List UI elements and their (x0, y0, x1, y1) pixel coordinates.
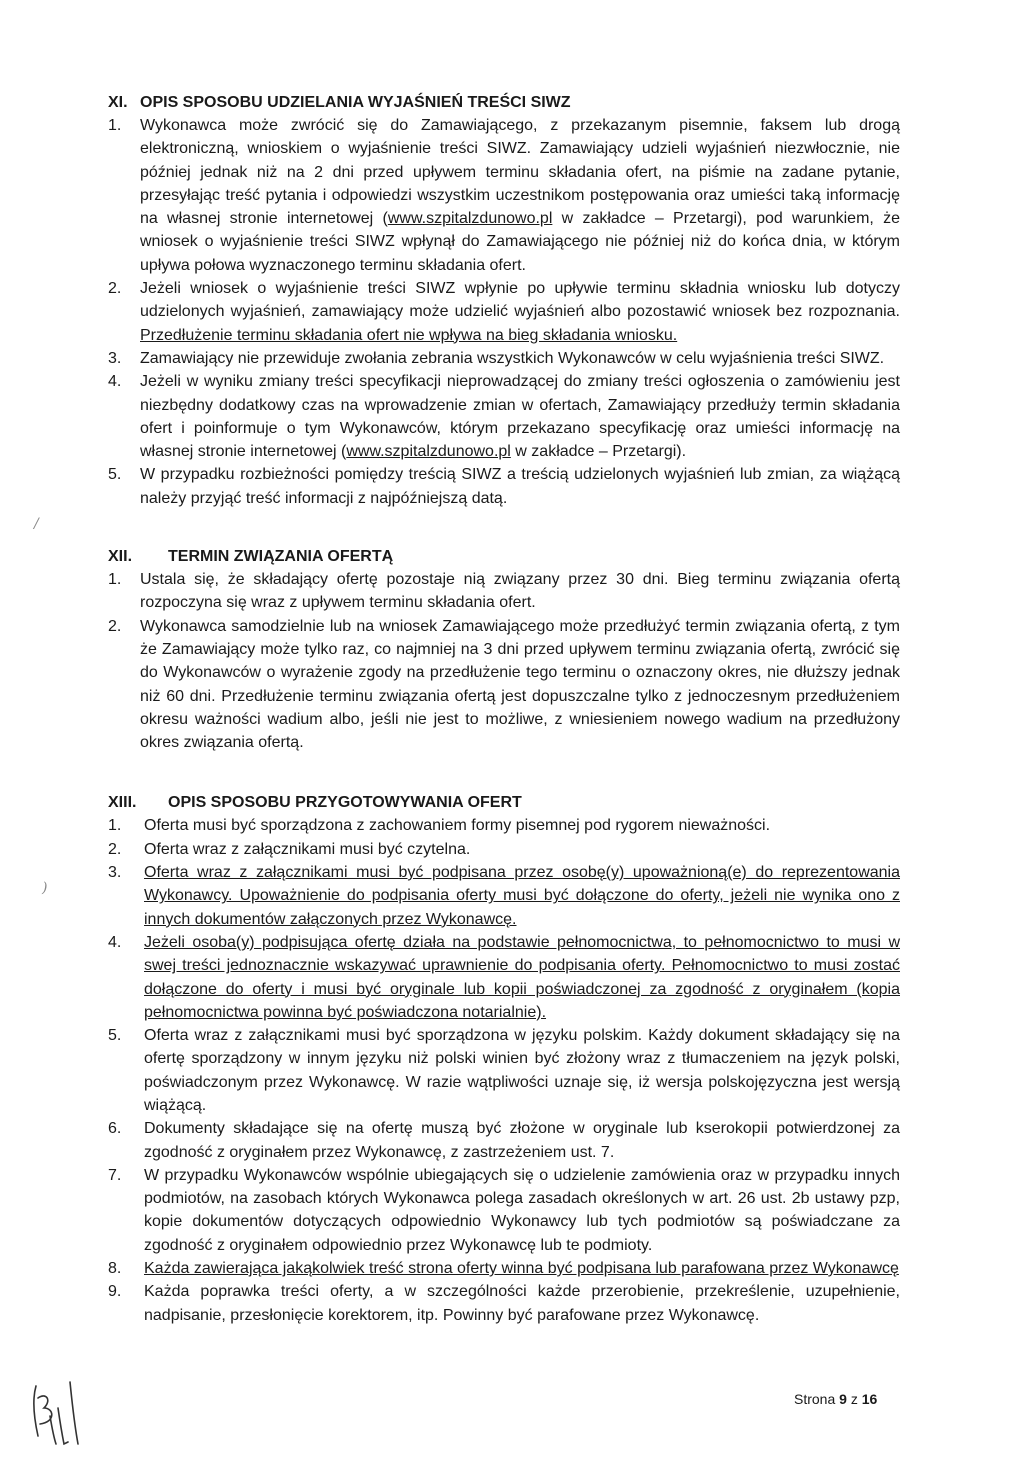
list-item (108, 568, 900, 615)
list-item-text (140, 568, 900, 615)
list-item-number: 2. (108, 617, 122, 635)
page-label: Strona (794, 1391, 836, 1407)
underlined-text: www.szpitalzdunowo.pl (346, 443, 511, 461)
section-title: OPIS SPOSOBU PRZYGOTOWYWANIA OFERT (168, 794, 522, 812)
list-item-text (144, 1024, 900, 1117)
section-number: XI. (108, 94, 128, 111)
list-item-text (144, 931, 900, 1024)
list-item (108, 615, 900, 755)
text-run: Jeżeli wniosek o wyjaśnienie treści SIWZ wpłynie po upływie terminu składnia wniosku lub dotyczy udzielonych wyjaśnień, zamawiający może udzielić wyjaśnień albo pozostawić wniosek bez rozpoznania. (140, 280, 900, 321)
page-of: z (850, 1391, 858, 1407)
section-heading (108, 546, 900, 568)
list-item-number: 9. (108, 1283, 122, 1301)
underlined-text: www.szpitalzdunowo.pl (387, 210, 553, 228)
text-run: Oferta wraz z załącznikami musi być sporządzona w języku polskim. Każdy dokument składający się na ofertę sporządzony w innym języku niż polski winien być złożony wraz z tłumaczeniem na język polski, poświadczonym przez Wykonawcę. W razie wątpliwości uznaje się, iż wersja polskojęzyczna jest wersją wiążącą. (144, 1027, 900, 1114)
document-body (108, 92, 900, 1327)
list-item (108, 814, 900, 837)
section-number: XIII. (108, 794, 137, 812)
text-run: Oferta wraz z załącznikami musi być czytelna. (144, 840, 471, 858)
section-number: XII. (108, 548, 133, 566)
list-item (108, 1164, 900, 1257)
text-run: Oferta musi być sporządzona z zachowaniem formy pisemnej pod rygorem nieważności. (144, 817, 771, 835)
text-run: Dokumenty składające się na ofertę muszą być złożone w oryginale lub kserokopii potwierdzonej za zgodność z oryginałem przez Wykonawcę, z zastrzeżeniem ust. 7. (144, 1120, 900, 1161)
list-item (108, 277, 900, 347)
list-item-number: 4. (108, 373, 122, 391)
list-item (108, 1280, 900, 1327)
text-run: Ustala się, że składający ofertę pozostaje nią związany przez 30 dni. Bieg terminu związania ofertą rozpoczyna się wraz z upływem terminu składania ofert. (140, 571, 900, 612)
underlined-text: Jeżeli osoba(y) podpisująca ofertę działa na podstawie pełnomocnictwa, to pełnomocnictwo to musi w swej treści jednoznacznie wskazywać uprawnienie do podpisania oferty. Pełnomocnictwo to musi zostać dołączone do oferty i musi być oryginale lub kopii poświadczonej za zgodność z oryginałem (kopia pełnomocnictwa powinna być poświadczona notarialnie). (144, 933, 900, 1021)
list-item (108, 1024, 900, 1117)
list-item-number: 3. (108, 349, 122, 367)
section-gap (108, 754, 900, 792)
list-item-number: 7. (108, 1166, 122, 1184)
section-gap (108, 510, 900, 546)
list-item-number: 6. (108, 1120, 122, 1138)
list-item-text (144, 838, 900, 861)
text-run: w zakładce – Przetargi), pod warunkiem, że wniosek o wyjaśnienie treści SIWZ wpłynął do Zamawiającego nie później niż do końca dnia, w którym upływa połowa wyznaczonego terminu składania ofert. (140, 210, 901, 274)
section-heading (108, 92, 900, 114)
list-item-number: 3. (108, 864, 122, 882)
list-item-number: 1. (108, 817, 122, 835)
list-item-number: 2. (108, 840, 122, 858)
list-item-text (144, 1164, 900, 1257)
list-item (108, 463, 900, 510)
list-item-number: 1. (108, 117, 122, 134)
list-item-number: 1. (108, 571, 122, 589)
list-item-text (140, 277, 900, 347)
text-run: Wykonawca samodzielnie lub na wniosek Zamawiającego może przedłużyć termin związania ofertą, z tym że Zamawiający może tylko raz, co najmniej na 3 dni przed upływem terminu związania ofertą, zwrócić się do Wykonawców o wyrażenie zgody na przedłużenie tego terminu o oznaczony okres, nie dłuższy jednak niż 60 dni. Przedłużenie terminu związania ofertą jest dopuszczalne tylko z jednoczesnym przedłużeniem okresu ważności wadium albo, jeśli nie jest to możliwe, z wniesieniem nowego wadium na przedłużony okres związania ofertą. (140, 617, 900, 752)
section-heading (108, 792, 900, 814)
list-item-text (140, 114, 900, 277)
list-item-text (144, 861, 900, 931)
list-item (108, 931, 900, 1024)
text-run: Wykonawca może zwrócić się do Zamawiającego, z przekazanym pisemnie, faksem lub drogą elektroniczną, wnioskiem o wyjaśnienie treści SIWZ. Zamawiający udzieli wyjaśnień niezwłocznie, nie później jednak niż na 2 dni przed upływem terminu składania ofert, na piśmie na zadane pytanie, przesyłając treść pytania i odpowiedzi wszystkim uczestnikom postępowania oraz umieści taką informację na własnej stronie internetowej ( (140, 117, 900, 228)
page-current: 9 (839, 1391, 847, 1407)
list-item (108, 370, 900, 463)
list-item-text (140, 463, 900, 510)
text-run: W przypadku rozbieżności pomiędzy treścią SIWZ a treścią udzielonych wyjaśnień lub zmian, za wiążącą należy przyjąć treść informacji z najpóźniejszą datą. (140, 466, 900, 507)
list-item-text (144, 1117, 900, 1164)
list-item (108, 838, 900, 861)
section-title: TERMIN ZWIĄZANIA OFERTĄ (168, 548, 394, 566)
list-item-number: 5. (108, 1027, 122, 1045)
list-item (108, 114, 900, 277)
list-item-number: 4. (108, 933, 122, 951)
underlined-text: Przedłużenie terminu składania ofert nie wpływa na bieg składania wniosku. (140, 326, 678, 344)
list-item (108, 1117, 900, 1164)
list-item-number: 2. (108, 280, 122, 298)
list-item-text (140, 615, 900, 755)
margin-mark: ) (42, 880, 48, 896)
margin-mark: / (34, 516, 39, 532)
text-run: W przypadku Wykonawców wspólnie ubiegających się o udzielenie zamówienia oraz w przypadku innych podmiotów, na zasobach których Wykonawca polega zasadach określonych w art. 26 ust. 2b ustawy pzp, kopie dokumentów dotyczących odpowiednio Wykonawcy lub tych podmiotów są poświadczane za zgodność z oryginałem odpowiednio przez Wykonawcę lub te podmioty. (144, 1166, 900, 1254)
text-run: Zamawiający nie przewiduje zwołania zebrania wszystkich Wykonawców w celu wyjaśnienia treści SIWZ. (140, 349, 885, 367)
text-run: w zakładce – Przetargi). (510, 443, 687, 461)
list-item (108, 861, 900, 931)
list-item-number: 8. (108, 1260, 122, 1278)
text-run: Jeżeli w wyniku zmiany treści specyfikacji nieprowadzącej do zmiany treści ogłoszenia o zamówieniu jest niezbędny dodatkowy czas na wprowadzenie zmian w ofertach, Zamawiający przedłuży termin składania ofert i poinformuje o tym Wykonawców, którym przekazano specyfikację oraz umieści informację na własnej stronie internetowej ( (140, 373, 900, 461)
page-total: 16 (861, 1391, 878, 1407)
text-run: Każda poprawka treści oferty, a w szczególności każde przerobienie, przekreślenie, uzupełnienie, nadpisanie, przesłonięcie korektorem, itp. Powinny być parafowane przez Wykonawcę. (144, 1283, 900, 1324)
section-title: OPIS SPOSOBU UDZIELANIA WYJAŚNIEŃ TREŚCI SIWZ (140, 94, 571, 111)
list-item-text (140, 347, 900, 370)
underlined-text: Oferta wraz z załącznikami musi być podpisana przez osobę(y) upoważnioną(e) do reprezentowania Wykonawcy. Upoważnienie do podpisania oferty musi być dołączone do oferty, jeżeli nie wynika ono z innych dokumentów załączonych przez Wykonawcę. (144, 864, 900, 928)
handwritten-initials (26, 1378, 82, 1450)
list-item-text (144, 1257, 900, 1280)
list-item (108, 347, 900, 370)
list-item-text (140, 370, 900, 463)
list-item-text (144, 814, 900, 837)
list-item-text (144, 1280, 900, 1327)
page-number (794, 1390, 877, 1408)
underlined-text: Każda zawierająca jakąkolwiek treść strona oferty winna być podpisana lub parafowana przez Wykonawcę (144, 1260, 899, 1278)
list-item-number: 5. (108, 466, 122, 484)
list-item (108, 1257, 900, 1280)
